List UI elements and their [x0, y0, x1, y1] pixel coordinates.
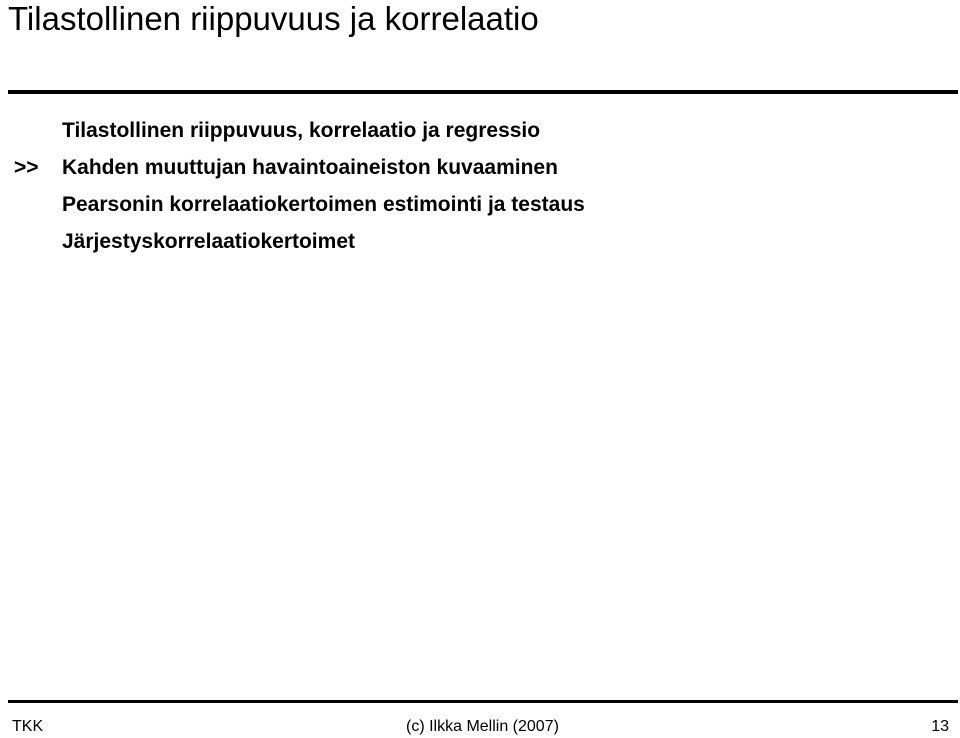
slide-title: Tilastollinen riippuvuus ja korrelaatio	[8, 0, 539, 37]
outline-item-current	[0, 153, 960, 190]
outline-item	[0, 190, 960, 227]
footer-divider	[8, 700, 958, 703]
title-divider	[8, 90, 958, 94]
outline-item-text: Pearsonin korrelaatiokertoimen estimointi ja testaus	[62, 193, 585, 216]
page-number: 13	[931, 718, 949, 735]
footer-institution: TKK	[12, 718, 44, 735]
outline-item	[0, 116, 960, 153]
current-section-marker: >>	[14, 156, 39, 179]
outline-item-text: Kahden muuttujan havaintoaineiston kuvaaminen	[62, 156, 558, 179]
outline-item-text: Järjestyskorrelaatiokertoimet	[62, 230, 355, 253]
outline-item-text: Tilastollinen riippuvuus, korrelaatio ja regressio	[62, 119, 541, 142]
outline-item	[0, 227, 960, 264]
footer-copyright: (c) Ilkka Mellin (2007)	[406, 718, 559, 735]
outline-list	[0, 116, 960, 264]
footer	[0, 716, 960, 738]
